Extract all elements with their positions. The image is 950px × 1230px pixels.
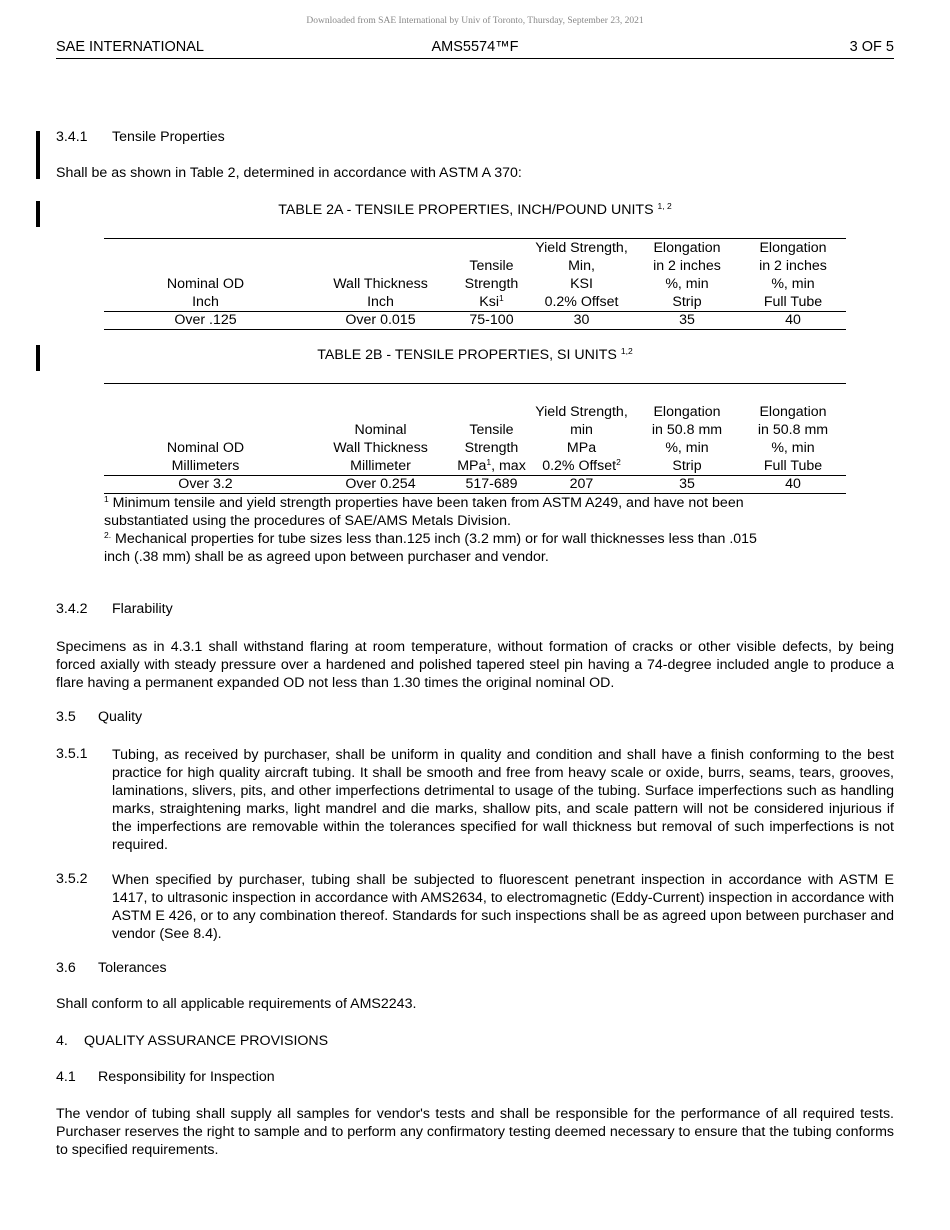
table-2a-header-row: [104, 239, 846, 312]
section-4-1-number: 4.1: [56, 1069, 76, 1085]
table-2b: [104, 383, 846, 494]
header-organization: SAE INTERNATIONAL: [56, 39, 204, 55]
section-3-4-2-title: Flarability: [112, 601, 173, 617]
section-3-4-1-number: 3.4.1: [56, 129, 88, 145]
table-cell: 35: [634, 312, 740, 330]
download-notice: Downloaded from SAE International by Univ of Toronto, Thursday, September 23, 2021: [306, 16, 644, 26]
table-row: [104, 476, 846, 494]
table-2b-header-tensile-strength: Tensile Strength MPa$^1$, max: [454, 384, 529, 476]
section-4-title: QUALITY ASSURANCE PROVISIONS: [84, 1033, 329, 1049]
table-cell: 35: [634, 476, 740, 494]
table-2a-header-yield-strength: Yield Strength, Min, KSI 0.2% Offset: [529, 239, 634, 312]
table-2a-header-elongation-strip: Elongation in 2 inches %, min Strip: [634, 239, 740, 312]
section-3-5-title: Quality: [98, 709, 143, 725]
table-cell: 30: [529, 312, 634, 330]
table-cell: Over 0.254: [307, 476, 454, 494]
table-cell: 207: [529, 476, 634, 494]
footnote-2: $^{2.}$ Mechanical properties for tube sizes less than.125 inch (3.2 mm) or for wall thicknesses less than .015 inch (.38 mm) shall be as agreed upon between purchaser and vendor.: [104, 530, 757, 565]
table-cell: 517-689: [454, 476, 529, 494]
table-2a-header-wall-thickness: Wall Thickness Inch: [307, 239, 454, 312]
table-cell: Over 0.015: [307, 312, 454, 330]
table-cell: 75-100: [454, 312, 529, 330]
section-3-4-2-number: 3.4.2: [56, 601, 88, 617]
section-3-5-2-body: When specified by purchaser, tubing shall be subjected to fluorescent penetrant inspection in accordance with ASTM E 1417, to ultrasonic inspection in accordance with AMS2634, to electromagnetic (Eddy-Current) inspection in accordance with ASTM E 426, or to any combination thereof. Standards for such inspections shall be as agreed upon between purchaser and vendor (See 8.4).: [112, 872, 894, 942]
table-2b-header-elongation-full-tube: Elongation in 50.8 mm %, min Full Tube: [740, 384, 846, 476]
section-3-4-1-intro: Shall be as shown in Table 2, determined in accordance with ASTM A 370:: [56, 165, 522, 181]
section-3-5-1-number: 3.5.1: [56, 746, 88, 762]
table-2a-title: TABLE 2A - TENSILE PROPERTIES, INCH/POUND UNITS $^{1, 2}$: [278, 201, 672, 218]
table-2b-header-elongation-strip: Elongation in 50.8 mm %, min Strip: [634, 384, 740, 476]
table-2b-header-yield-strength: Yield Strength, min MPa 0.2% Offset$^2$: [529, 384, 634, 476]
table-cell: Over .125: [104, 312, 307, 330]
table-2a-header-nominal-od: Nominal OD Inch: [104, 239, 307, 312]
header-document-number: AMS5574™F: [431, 39, 519, 55]
section-4-number: 4.: [56, 1033, 68, 1049]
table-2a: [104, 238, 846, 330]
change-bar: [36, 131, 40, 179]
header-rule: [56, 58, 894, 59]
table-2a-header-elongation-full-tube: Elongation in 2 inches %, min Full Tube: [740, 239, 846, 312]
section-3-5-2-number: 3.5.2: [56, 871, 88, 887]
table-cell: Over 3.2: [104, 476, 307, 494]
section-3-5-1-body: Tubing, as received by purchaser, shall be uniform in quality and condition and shall have a finish conforming to the best practice for high quality aircraft tubing. It shall be smooth and free from heavy scale or oxide, burrs, seams, tears, grooves, laminations, slivers, pits, and other imperfections detrimental to usage of the tubing. Surface imperfections such as handling marks, straightening marks, light mandrel and die marks, shallow pits, and scale pattern will not be considered injurious if the imperfections are removable within the tolerances specified for wall thickness but removal of such imperfections is not required.: [112, 747, 894, 853]
section-3-6-number: 3.6: [56, 960, 76, 976]
section-4-1-title: Responsibility for Inspection: [98, 1069, 275, 1085]
section-3-5-number: 3.5: [56, 709, 76, 725]
table-cell: 40: [740, 312, 846, 330]
table-cell: 40: [740, 476, 846, 494]
footnote-1: $^1$ Minimum tensile and yield strength properties have been taken from ASTM A249, and have not been substantiated using the procedures of SAE/AMS Metals Division.: [104, 494, 744, 529]
table-2a-header-tensile-strength: Tensile Strength Ksi$^1$: [454, 239, 529, 312]
section-4-1-body: The vendor of tubing shall supply all samples for vendor's tests and shall be responsible for the performance of all required tests. Purchaser reserves the right to sample and to perform any confirmatory testing deemed necessary to ensure that the tubing conforms to specified requirements.: [56, 1106, 894, 1158]
table-2b-header-nominal-od: Nominal OD Millimeters: [104, 384, 307, 476]
table-row: [104, 312, 846, 330]
table-2b-header-wall-thickness: Nominal Wall Thickness Millimeter: [307, 384, 454, 476]
section-3-4-2-body: Specimens as in 4.3.1 shall withstand flaring at room temperature, without formation of cracks or other visible defects, by being forced axially with steady pressure over a hardened and polished tapered steel pin having a 74-degree included angle to produce a flare having a permanent expanded OD not less than 1.30 times the original nominal OD.: [56, 639, 894, 691]
header-page-number: 3 OF 5: [849, 39, 894, 55]
section-3-6-body: Shall conform to all applicable requirements of AMS2243.: [56, 996, 417, 1012]
table-2b-title: TABLE 2B - TENSILE PROPERTIES, SI UNITS $^{1,2}$: [317, 346, 633, 363]
section-3-4-1-title: Tensile Properties: [112, 129, 225, 145]
table-2b-header-row: [104, 384, 846, 476]
section-3-6-title: Tolerances: [98, 960, 167, 976]
